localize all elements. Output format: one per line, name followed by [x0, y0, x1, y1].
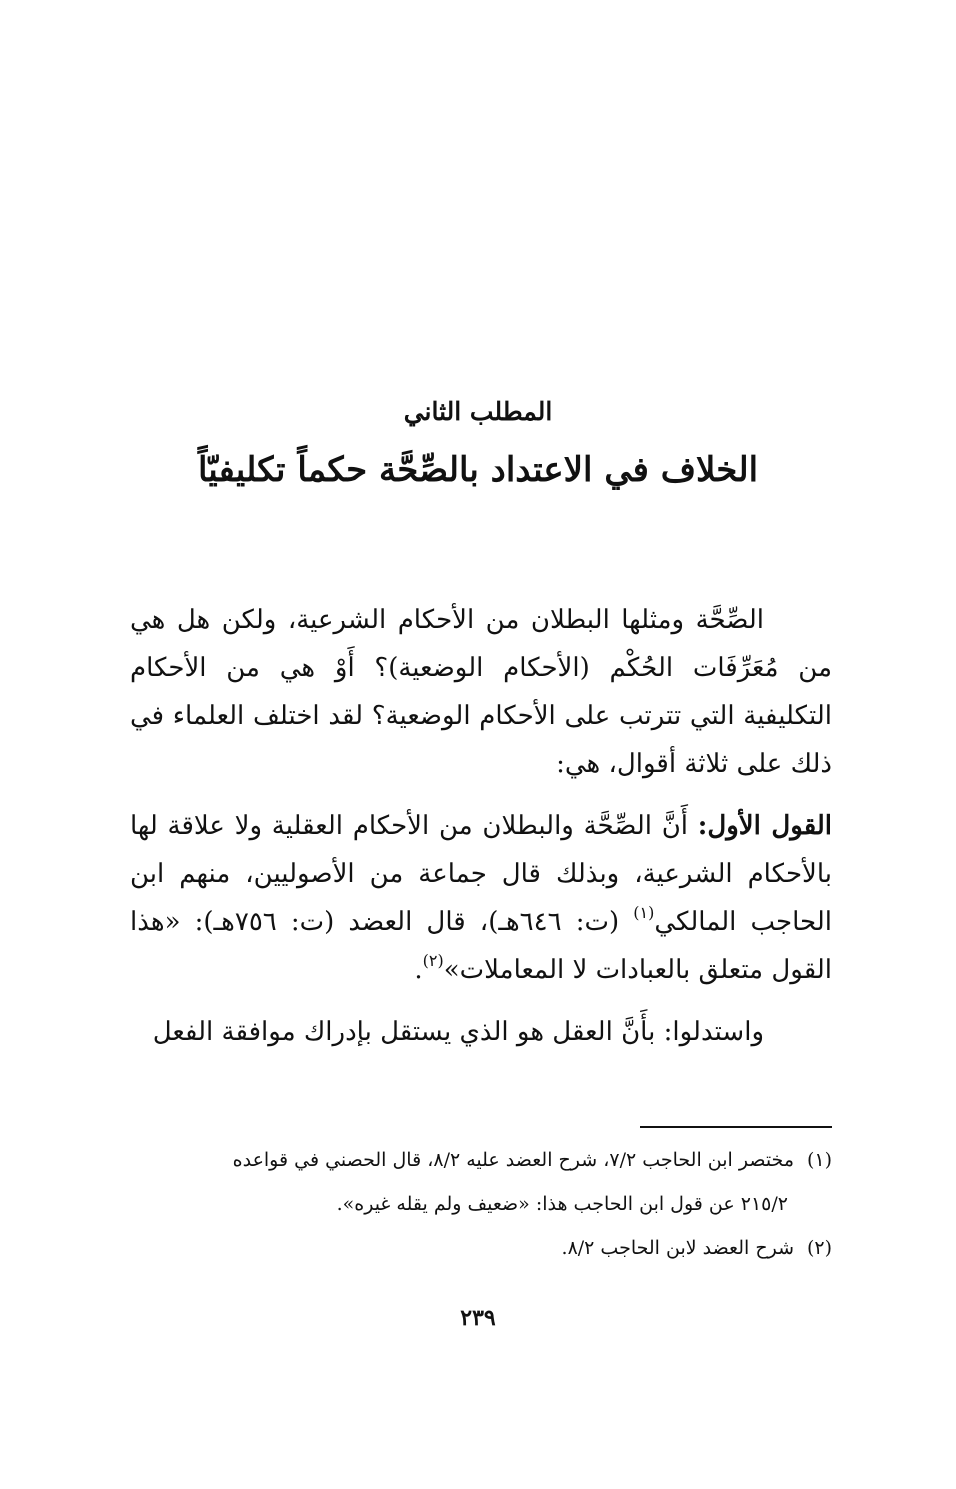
footnote-text-2: شرح العضد لابن الحاجب ٨/٢. [561, 1237, 794, 1259]
first-opinion-text-a: أَنَّ الصِّحَّة والبطلان من الأحكام العقلية ولا علاقة لها بالأحكام الشرعية، وبذلك قال جماعة من الأصوليين، منهم ابن الحاجب المالكي [130, 811, 832, 937]
footnote-2 [130, 1226, 832, 1270]
page-number: ٢٣٩ [460, 1305, 496, 1331]
main-text [130, 596, 832, 1070]
footnotes [130, 1138, 832, 1270]
section-label: المطلب الثاني [403, 397, 553, 426]
footnote-divider [640, 1126, 832, 1128]
footnote-ref-2[interactable]: (٢) [422, 951, 444, 971]
paragraph-intro: الصِّحَّة ومثلها البطلان من الأحكام الشرعية، ولكن هل هي من مُعَرِّفَات الحُكْم (الأحكام الوضعية)؟ أَوْ هي من الأحكام التكليفية التي تترتب على الأحكام الوضعية؟ لقد اختلف العلماء في ذلك على ثلاثة أقوال، هي: [130, 605, 832, 779]
first-opinion-term: القول الأول: [697, 811, 832, 841]
footnote-text-1: مختصر ابن الحاجب ٧/٢، شرح العضد عليه ٨/٢، قال الحصني في قواعده [232, 1149, 794, 1171]
footnote-1 [130, 1138, 832, 1182]
footnote-number-2: (٢) [806, 1237, 832, 1259]
first-opinion-text-b: (ت: ٦٤٦هـ)، قال العضد (ت: ٧٥٦هـ): «هذا القول متعلق بالعبادات لا المعاملات» [130, 907, 832, 985]
paragraph-evidence: واستدلوا: بأَنَّ العقل هو الذي يستقل بإدراك موافقة الفعل [152, 1017, 764, 1047]
paragraph-first-opinion [130, 802, 832, 994]
footnote-1-continuation: ٢١٥/٢ عن قول ابن الحاجب هذا: «ضعيف ولم يقله غيره». [336, 1193, 788, 1215]
footnote-number-1: (١) [806, 1149, 832, 1171]
footnote-ref-1[interactable]: (١) [633, 903, 655, 923]
first-opinion-end: . [414, 955, 423, 985]
section-title: الخلاف في الاعتداد بالصِّحَّة حكماً تكليفيّاً [197, 450, 759, 490]
